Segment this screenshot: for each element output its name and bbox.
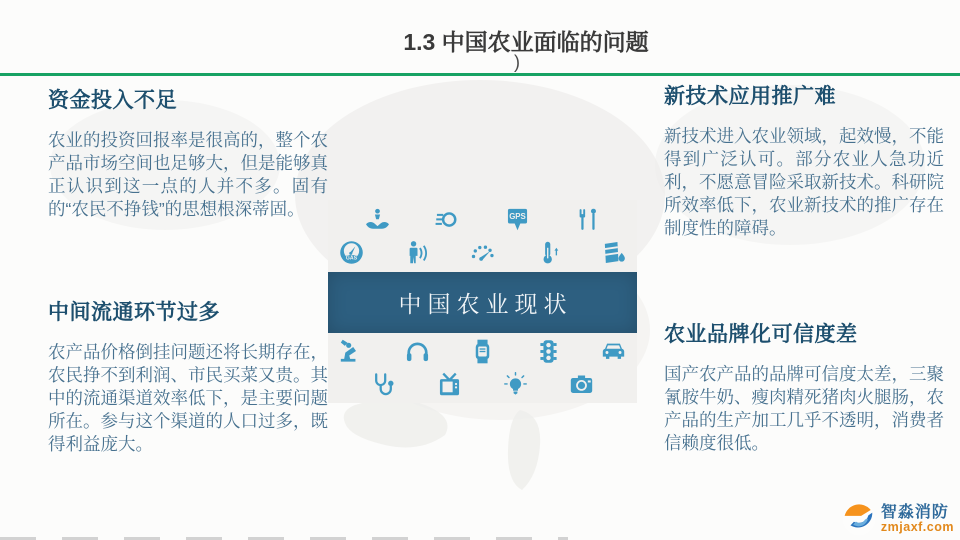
section-funding-shortage: [48, 84, 328, 221]
graphic-banner: [328, 272, 637, 333]
section-heading: 中间流通环节过多: [48, 301, 220, 324]
lightbulb-icon: [502, 371, 529, 398]
headphones-icon: [404, 338, 431, 365]
section-brand-credibility: [664, 318, 944, 455]
care-hands-icon: [364, 206, 391, 233]
site-logo: [842, 502, 954, 536]
section-body: 国产农产品的品牌可信度太差，三聚氰胺牛奶、瘦肉精死猪肉火腿肠，农产品的生产加工几乎不透明，消费者信赖度很低。: [664, 364, 944, 453]
title-divider: [0, 73, 960, 76]
headlight-icon: [434, 206, 461, 233]
camera-icon: [568, 371, 595, 398]
zm-logo-icon: [842, 502, 876, 536]
icon-panel-top: [328, 200, 637, 272]
stethoscope-icon: [370, 371, 397, 398]
icon-panel-bottom: [328, 333, 637, 403]
section-heading: 资金投入不足: [48, 89, 177, 112]
china-agriculture-graphic: [328, 200, 637, 403]
section-heading: 新技术应用推广难: [664, 85, 836, 108]
banner-label: 中国农业现状: [398, 292, 573, 317]
smartwatch-icon: [469, 338, 496, 365]
tools-icon: [574, 206, 601, 233]
page-title: 1.3 中国农业面临的问题: [403, 29, 649, 55]
oil-barrel-icon: [600, 239, 627, 266]
section-body: 农业的投资回报率是很高的，整个农产品市场空间也足够大，但是能够真正认识到这一点的人并不多。固有的“农民不挣钱”的思想根深蒂固。: [48, 130, 328, 219]
section-body: 农产品价格倒挂问题还将长期存在，农民挣不到利润、市民买菜又贵。其中的流通渠道效率低下，是主要问题所在。参与这个渠道的人口过多，既得利益庞大。: [48, 342, 328, 454]
section-heading: 农业品牌化可信度差: [664, 323, 858, 346]
speedometer-icon: [469, 239, 496, 266]
gas-gauge-icon: [338, 239, 365, 266]
section-middlemen-excess: [48, 296, 328, 456]
logo-name: 智淼消防: [880, 503, 949, 521]
car-icon: [600, 338, 627, 365]
tv-icon: [436, 371, 463, 398]
thermometer-icon: [535, 239, 562, 266]
logo-domain: zmjaxf.com: [880, 519, 954, 534]
person-sensor-icon: [404, 239, 431, 266]
svg-text:GAS: GAS: [345, 255, 358, 262]
gps-pin-icon: [504, 206, 531, 233]
svg-text:GPS: GPS: [509, 211, 526, 221]
section-tech-adoption: [664, 80, 944, 240]
section-body: 新技术进入农业领域，起效慢，不能得到广泛认可。部分农业人急功近利，不愿意冒险采取新技术。科研院所效率低下，农业新技术的推广存在制度性的障碍。: [664, 126, 944, 238]
traffic-light-icon: [535, 338, 562, 365]
decorative-paren: ): [514, 52, 520, 72]
robot-arm-icon: [338, 338, 365, 365]
